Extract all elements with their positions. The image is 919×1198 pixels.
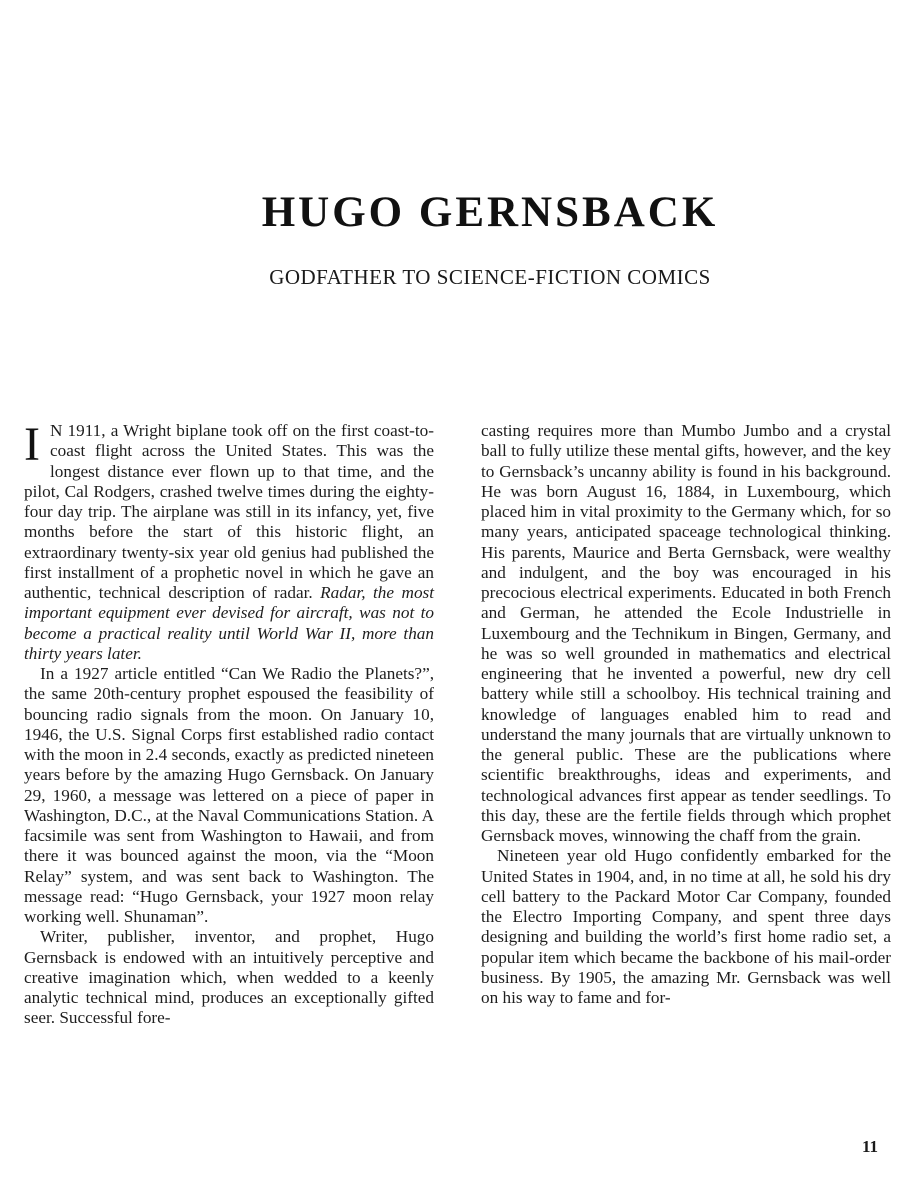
article-paragraph-3-continued: casting requires more than Mumbo Jumbo and a crystal ball to fully utilize these mental gifts, however, and the key to Gernsback’s uncanny ability is found in his background. He was born August 16, 1884, in Luxembourg, which placed him in vital proximity to the Germany which, for so many years, anticipated spaceage technological thinking. His parents, Maurice and Berta Gernsback, were wealthy and indulgent, and the boy was encouraged in his precocious electrical experiments. Educated in both French and German, he attended the Ecole Industrielle in Luxembourg and the Technikum in Bingen, Germany, and he was so well grounded in mathematics and electrical engineering that he invented a powerful, new dry cell battery while still a schoolboy. His technical training and knowledge of languages enabled him to read and understand the many journals that are virtually unknown to the general public. These are the publications where scientific breakthroughs, ideas and experiments, and technological advances first appear as tender seedlings. To this day, these are the fertile fields through which prophet Gernsback moves, winnowing the chaff from the grain.: [481, 421, 891, 845]
article-paragraph-4: Nineteen year old Hugo confidently embarked for the United States in 1904, and, in no time at all, he sold his dry cell battery to the Packard Motor Car Company, founded the Electro Importing Company, and spent three days designing and building the world’s first home radio set, a popular item which became the backbone of his mail-order business. By 1905, the amazing Mr. Gernsback was well on his way to fame and for-: [481, 846, 891, 1007]
page-number: 11: [862, 1137, 879, 1156]
article-paragraph-2: In a 1927 article entitled “Can We Radio the Planets?”, the same 20th-century prophet espoused the feasibility of bouncing radio signals from the moon. On January 10, 1946, the U.S. Signal Corps first established radio contact with the moon in 2.4 seconds, exactly as predicted nineteen years before by the amazing Hugo Gernsback. On January 29, 1960, a message was lettered on a piece of paper in Washington, D.C., at the Naval Communications Station. A facsimile was sent from Washington to Hawaii, and from there it was bounced against the moon, via the “Moon Relay” system, and was sent back to Washington. The message read: “Hugo Gernsback, your 1927 moon relay working well. Shunaman”.: [24, 664, 434, 926]
article-column-left: [24, 418, 435, 1029]
article-paragraph-1: [24, 418, 435, 664]
page-subtitle: GODFATHER TO SCIENCE-FICTION COMICS: [269, 265, 711, 289]
drop-cap: I: [24, 418, 40, 471]
article-paragraph-3: Writer, publisher, inventor, and prophet, Hugo Gernsback is endowed with an intuitively perceptive and creative imagination which, when wedded to a keenly analytic technical mind, produces an exceptionally gifted seer. Successful fore-: [24, 927, 434, 1028]
paragraph-1-italic: Radar, the most important equipment ever devised for aircraft, was not to become a practical reality until World War II, more than thirty years later.: [24, 583, 435, 663]
page-title: HUGO GERNSBACK: [261, 189, 719, 236]
article-column-right: [481, 421, 891, 1008]
paragraph-1-text: N 1911, a Wright biplane took off on the first coast-to-coast flight across the United States. This was the longest distance ever flown up to that time, and the pilot, Cal Rodgers, crashed twelve times during the eighty-four day trip. The airplane was still in its infancy, yet, five months before the start of this historic flight, an extraordinary twenty-six year old genius had published the first installment of a prophetic novel in which he gave an authentic, technical description of radar.: [24, 421, 434, 602]
